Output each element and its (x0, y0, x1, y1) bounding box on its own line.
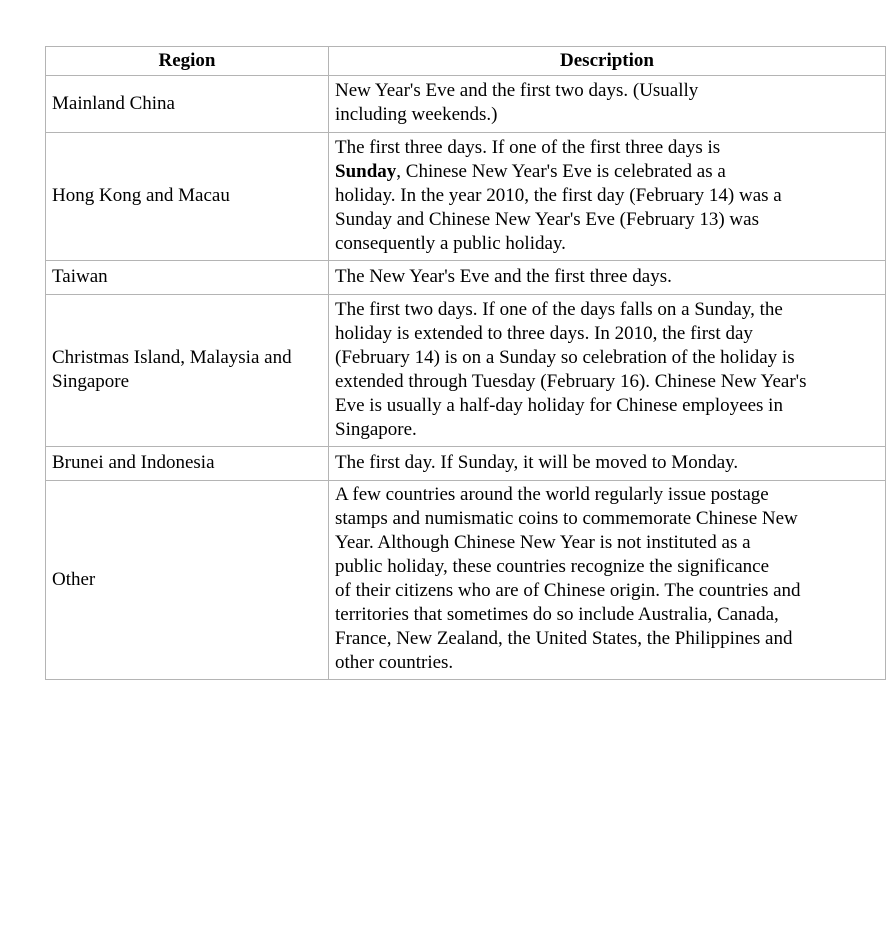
table-row (46, 261, 886, 295)
region-line: Singapore (52, 371, 130, 392)
description-cell (329, 76, 886, 133)
description-line: public holiday, these countries recognize the significance (335, 556, 770, 577)
description-line: consequently a public holiday. (335, 232, 566, 254)
description-line: extended through Tuesday (February 16). Chinese New Year's (335, 370, 807, 392)
description-line: holiday. In the year 2010, the first day (February 14) was a (335, 184, 782, 206)
region-cell (46, 295, 329, 447)
region-cell: Brunei and Indonesia (46, 447, 329, 481)
description-line: The New Year's Eve and the first three days. (335, 265, 672, 287)
description-text: The first three days. If one of the first three days is (335, 136, 721, 158)
description-line (335, 160, 879, 184)
table-row (46, 295, 886, 447)
description-line: holiday is extended to three days. In 2010, the first day (335, 322, 753, 344)
table-row (46, 133, 886, 261)
table-header-row (46, 47, 886, 76)
table-row (46, 76, 886, 133)
description-line: The first two days. If one of the days falls on a Sunday, the (335, 298, 783, 320)
region-cell: Other (46, 481, 329, 680)
header-description: Description (329, 47, 886, 76)
description-line: Sunday and Chinese New Year's Eve (February 13) was (335, 208, 759, 230)
description-line: The first day. If Sunday, it will be moved to Monday. (335, 451, 739, 473)
description-line (335, 136, 879, 160)
region-cell: Hong Kong and Macau (46, 133, 329, 261)
description-cell (329, 295, 886, 447)
description-bold-text: Sunday (335, 160, 397, 182)
description-line: New Year's Eve and the first two days. (Usually (335, 80, 699, 101)
description-line: A few countries around the world regularly issue postage (335, 484, 769, 505)
table-row (46, 447, 886, 481)
description-cell (329, 481, 886, 680)
region-line: Christmas Island, Malaysia and (52, 347, 292, 368)
table-row (46, 481, 886, 680)
description-line: Singapore. (335, 418, 417, 440)
description-line: including weekends.) (335, 104, 498, 125)
description-line: Eve is usually a half-day holiday for Chinese employees in (335, 394, 783, 416)
description-line: (February 14) is on a Sunday so celebration of the holiday is (335, 346, 795, 368)
description-line: of their citizens who are of Chinese origin. The countries and (335, 580, 801, 601)
description-line: stamps and numismatic coins to commemorate Chinese New (335, 508, 798, 529)
header-region: Region (46, 47, 329, 76)
description-line: territories that sometimes do so include Australia, Canada, (335, 604, 779, 625)
description-text: , Chinese New Year's Eve is celebrated as a (396, 160, 726, 182)
holiday-table-container (45, 46, 807, 680)
description-line: other countries. (335, 652, 454, 673)
description-cell (329, 261, 886, 295)
region-cell: Taiwan (46, 261, 329, 295)
region-cell: Mainland China (46, 76, 329, 133)
holiday-table (45, 46, 886, 680)
description-cell (329, 133, 886, 261)
description-line: Year. Although Chinese New Year is not instituted as a (335, 532, 751, 553)
description-line: France, New Zealand, the United States, the Philippines and (335, 628, 793, 649)
description-cell (329, 447, 886, 481)
